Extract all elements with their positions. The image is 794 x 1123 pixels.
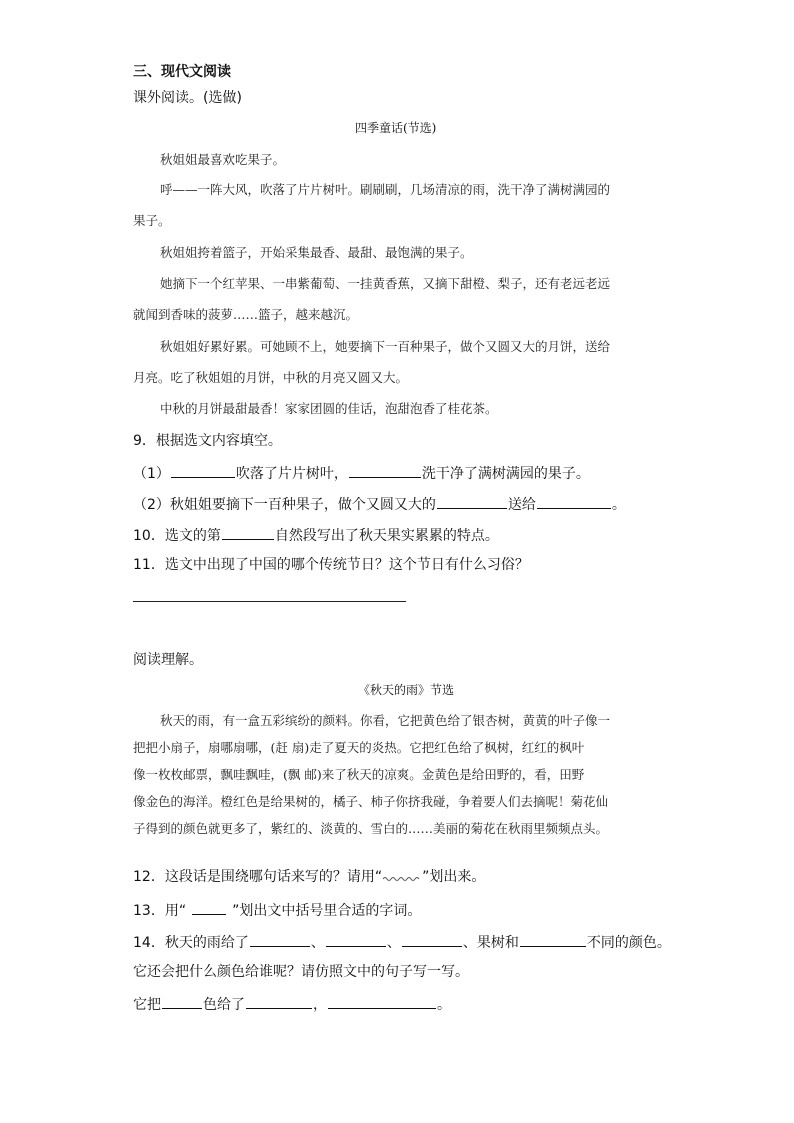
q14-text-mid: 、果树和	[462, 935, 519, 951]
section-title: 三、现代文阅读	[133, 64, 231, 80]
answer-blank[interactable]	[537, 493, 611, 509]
q13-text-end: ”划出文中括号里合适的字词。	[232, 903, 422, 919]
q12-text-end: ”划出来。	[422, 869, 486, 885]
question-14-imitation	[133, 993, 451, 1015]
question-12	[133, 867, 485, 887]
passage2-title: 《秋天的雨》节选	[358, 683, 455, 697]
q9-2-text-end: 。	[611, 497, 626, 513]
passage1-line: 月亮。吃了秋姐姐的月饼，中秋的月亮又圆又大。	[133, 370, 409, 385]
q9-1-text: 吹落了片片树叶，	[235, 466, 348, 482]
wavy-underline-icon	[382, 872, 422, 882]
passage1-intro: 课外阅读。(选做)	[133, 90, 242, 106]
q14-imitation-end: 。	[437, 997, 451, 1013]
q14-text-end: 不同的颜色。	[586, 935, 671, 951]
answer-blank[interactable]	[162, 993, 202, 1009]
q9-2-text: （2）秋姐姐要摘下一百种果子，做个又圆又大的	[133, 497, 436, 513]
question-9-1	[133, 462, 590, 484]
answer-line[interactable]	[133, 601, 406, 602]
answer-blank[interactable]	[326, 931, 386, 947]
question-9-2	[133, 493, 626, 515]
q14-imitation-text: 它把	[133, 997, 161, 1013]
answer-blank[interactable]	[349, 462, 421, 478]
passage1-line: 她摘下一个红苹果、一串紫葡萄、一挂黄香蕉，又摘下甜橙、梨子，还有老远老远	[160, 276, 611, 291]
answer-blank[interactable]	[246, 993, 312, 1009]
q10-text-end: 自然段写出了秋天果实累累的特点。	[274, 528, 499, 544]
passage2-line: 子得到的颜色就更多了，紫红的、淡黄的、雪白的……美丽的菊花在秋雨里频频点头。	[133, 821, 609, 836]
answer-blank[interactable]	[328, 993, 436, 1009]
q14-text: 14．秋天的雨给了	[133, 935, 249, 951]
passage1-line: 就闻到香味的菠萝……篮子，越来越沉。	[133, 307, 359, 322]
question-14-prompt: 它还会把什么颜色给谁呢？请仿照文中的句子写一写。	[133, 964, 469, 980]
passage1-line: 果子。	[133, 213, 171, 228]
q12-text: 12．这段话是围绕哪句话来写的？请用“	[133, 869, 383, 885]
passage1-line: 呼——一阵大风，吹落了片片树叶。刷刷刷，几场清凉的雨，洗干净了满树满园的	[160, 182, 611, 197]
question-11: 11．选文中出现了中国的哪个传统节日？这个节日有什么习俗？	[133, 557, 529, 573]
question-14	[133, 931, 671, 953]
passage2-line: 把把小扇子，扇哪扇哪，(赶 扇)走了夏天的炎热。它把红色给了枫树，红红的枫叶	[133, 740, 585, 755]
question-10	[133, 524, 499, 546]
straight-underline-sample	[192, 899, 226, 915]
q14-imitation-comma: ，	[313, 997, 327, 1013]
q10-text: 10．选文的第	[133, 528, 221, 544]
q14-imitation-text-mid: 色给了	[203, 997, 245, 1013]
question-9: 9．根据选文内容填空。	[133, 433, 282, 449]
q9-1-number: （1）	[133, 466, 170, 482]
answer-blank[interactable]	[520, 931, 586, 947]
q9-1-text-end: 洗干净了满树满园的果子。	[421, 466, 590, 482]
passage1-line: 秋姐姐挎着篮子，开始采集最香、最甜、最饱满的果子。	[160, 245, 473, 260]
question-13	[133, 899, 421, 921]
answer-blank[interactable]	[250, 931, 310, 947]
passage2-line: 像一枚枚邮票，飘哇飘哇，(飘 邮)来了秋天的凉爽。金黄色是给田野的，看，田野	[133, 767, 585, 782]
passage1-line: 秋姐姐好累好累。可她顾不上，她要摘下一百种果子，做个又圆又大的月饼，送给	[160, 339, 611, 354]
q13-text: 13．用“	[133, 903, 187, 919]
passage1-line: 秋姐姐最喜欢吃果子。	[160, 152, 286, 167]
answer-blank[interactable]	[402, 931, 462, 947]
passage2-intro: 阅读理解。	[133, 652, 203, 668]
passage1-line: 中秋的月饼最甜最香！家家团圆的佳话，泡甜泡香了桂花茶。	[160, 401, 498, 416]
answer-blank[interactable]	[171, 462, 235, 478]
passage2-line: 像金色的海洋。橙红色是给果树的，橘子、柿子你挤我碰，争着要人们去摘呢！菊花仙	[133, 794, 609, 809]
q14-sep: 、	[310, 935, 325, 951]
answer-blank[interactable]	[222, 524, 274, 540]
q14-sep: 、	[386, 935, 401, 951]
passage1-title: 四季童话(节选)	[355, 121, 437, 135]
q9-2-text-mid: 送给	[507, 497, 536, 513]
passage2-line: 秋天的雨，有一盒五彩缤纷的颜料。你看，它把黄色给了银杏树，黄黄的叶子像一	[160, 713, 611, 728]
answer-blank[interactable]	[437, 493, 507, 509]
